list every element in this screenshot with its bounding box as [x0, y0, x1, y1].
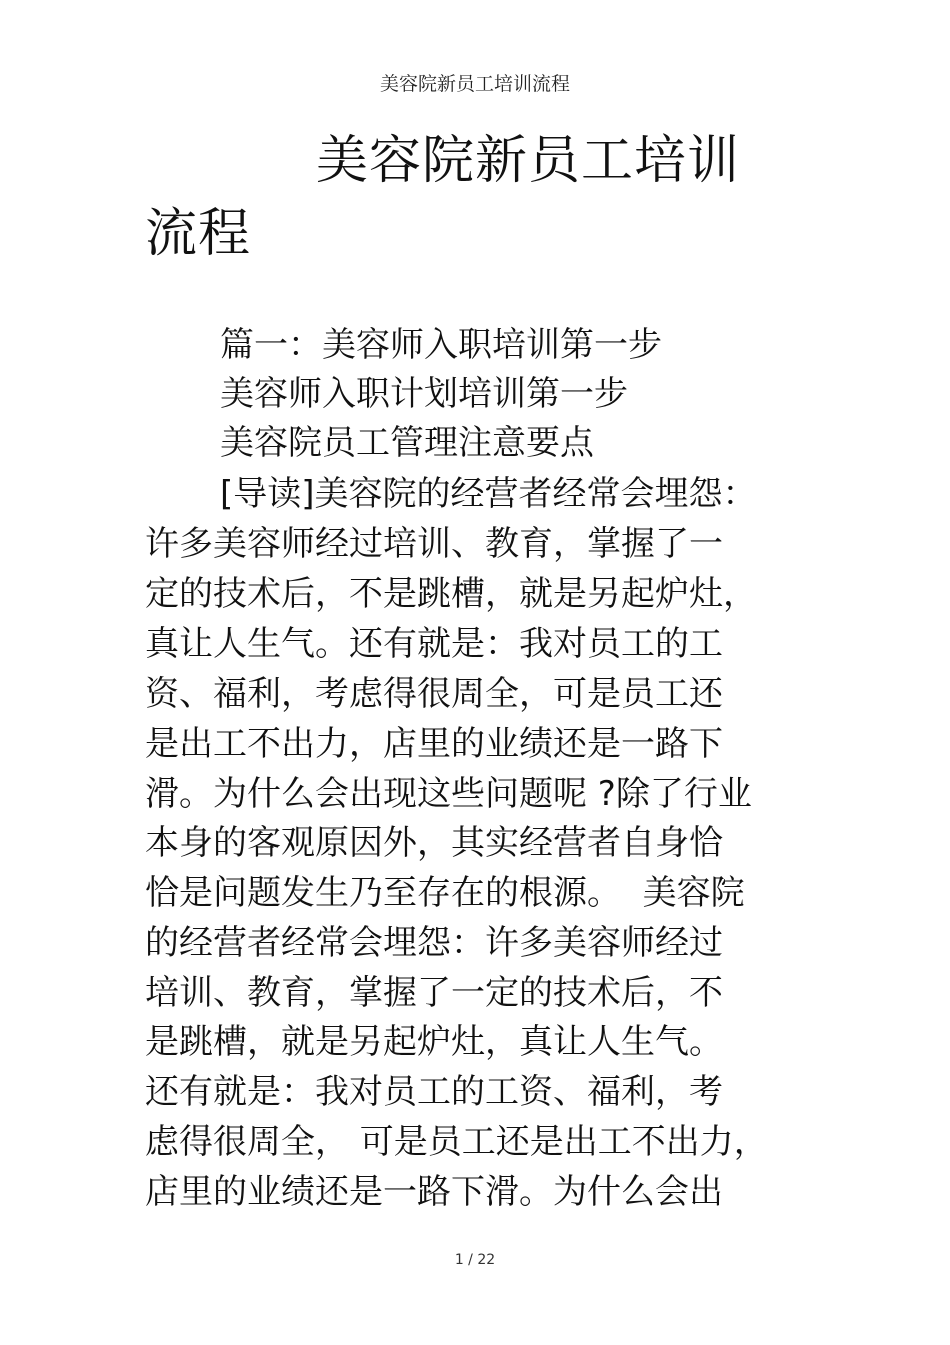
body-line: 真让人生气。还有就是：我对员工的工 — [145, 624, 723, 664]
body-line: 许多美容师经过培训、教育，掌握了一 — [145, 524, 723, 564]
body-line: 是出工不出力，店里的业绩还是一路下 — [145, 724, 723, 764]
body-line: 是跳槽，就是另起炉灶，真让人生气。 — [145, 1022, 723, 1062]
document-title-line-1: 美容院新员工培训 — [316, 131, 741, 191]
body-line: 篇一：美容师入职培训第一步 — [220, 325, 662, 365]
body-line: 还有就是：我对员工的工资、福利，考 — [145, 1072, 723, 1112]
body-line: 的经营者经常会埋怨：许多美容师经过 — [145, 923, 723, 963]
body-line: 资、福利，考虑得很周全，可是员工还 — [145, 674, 723, 714]
body-line: 培训、教育，掌握了一定的技术后，不 — [145, 973, 723, 1013]
body-line: [导读]美容院的经营者经常会埋怨： — [220, 474, 757, 514]
body-line: 虑得很周全， 可是员工还是出工不出力， — [145, 1122, 768, 1162]
body-line: 恰是问题发生乃至存在的根源。 美容院 — [145, 873, 745, 913]
body-line: 美容师入职计划培训第一步 — [220, 374, 628, 414]
body-line: 店里的业绩还是一路下滑。为什么会出 — [145, 1172, 723, 1212]
body-line: 美容院员工管理注意要点 — [220, 423, 594, 463]
document-title-line-2: 流程 — [145, 204, 252, 264]
running-header: 美容院新员工培训流程 — [379, 73, 570, 95]
body-line: 滑。为什么会出现这些问题呢 ?除了行业 — [145, 774, 752, 814]
body-line: 本身的客观原因外，其实经营者自身恰 — [145, 823, 723, 863]
body-line: 定的技术后，不是跳槽，就是另起炉灶， — [145, 574, 757, 614]
page-number: 1 / 22 — [454, 1252, 496, 1268]
